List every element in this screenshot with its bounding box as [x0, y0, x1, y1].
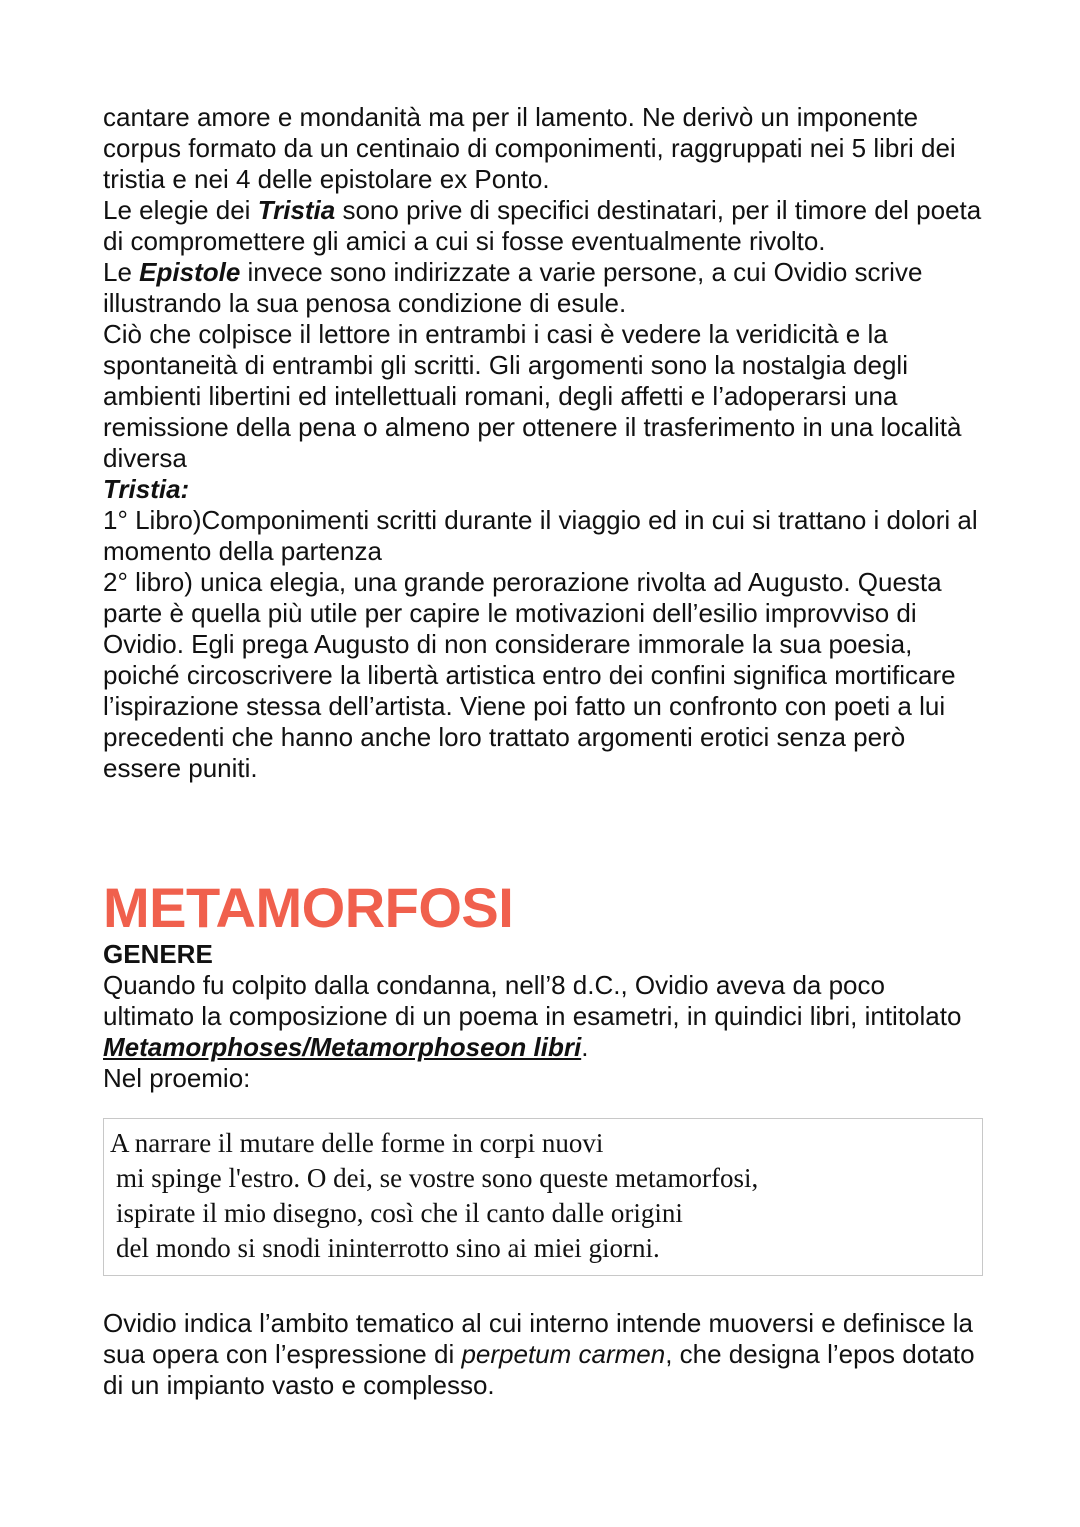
proemio-label: Nel proemio: — [103, 1063, 251, 1093]
quote-line: del mondo si snodi ininterrotto sino ai miei giorni. — [116, 1233, 660, 1263]
tristia-description: Le elegie dei Tristia sono prive di specifici destinatari, per il timore del poeta di compromettere gli amici a cui si fosse eventualmente rivolto. — [103, 195, 982, 256]
quote-line: mi spinge l'estro. O dei, se vostre sono queste metamorfosi, — [116, 1163, 759, 1193]
document-page — [103, 102, 983, 1401]
tristia-book-2: 2° libro) unica elegia, una grande perorazione rivolta ad Augusto. Questa parte è quella più utile per capire le motivazioni dell’esilio improvviso di Ovidio. Egli prega Augusto di non considerare immorale la sua poesia, poiché circoscrivere la libertà artistica entro dei confini significa mortificare l’ispirazione stessa dell’artista. Viene poi fatto un confronto con poeti a lui precedenti che hanno anche loro trattato argomenti erotici senza però essere puniti. — [103, 567, 956, 783]
epistole-description: Le Epistole invece sono indirizzate a varie persone, a cui Ovidio scrive illustrando la sua penosa condizione di esule. — [103, 257, 923, 318]
epistole-term: Epistole — [139, 257, 241, 287]
tristia-book-1: 1° Libro)Componimenti scritti durante il viaggio ed in cui si trattano i dolori al momento della partenza — [103, 505, 978, 566]
metamorphoses-title-link[interactable]: Metamorphoses/Metamorphoseon libri — [103, 1032, 582, 1062]
proemio-quote — [103, 1118, 983, 1276]
tristia-heading: Tristia: — [103, 474, 190, 504]
section-spacer — [103, 784, 983, 877]
intro-paragraph: cantare amore e mondanità ma per il lamento. Ne derivò un imponente corpus formato da un centinaio di componimenti, raggruppati nei 5 libri dei tristia e nei 4 delle epistolare ex Ponto. — [103, 102, 956, 194]
tristia-term: Tristia — [257, 195, 336, 225]
perpetum-carmen-term: perpetum carmen — [461, 1339, 666, 1369]
genere-paragraph: Quando fu colpito dalla condanna, nell’8 d.C., Ovidio aveva da poco ultimato la composizione di un poema in esametri, in quindici libri, intitolato Metamorphoses/Metamorphoseon libri. — [103, 970, 962, 1062]
genere-label: GENERE — [103, 939, 213, 969]
quote-line: A narrare il mutare delle forme in corpi nuovi — [110, 1128, 604, 1158]
argomenti-paragraph: Ciò che colpisce il lettore in entrambi i casi è vedere la veridicità e la spontaneità di entrambi gli scritti. Gli argomenti sono la nostalgia degli ambienti libertini ed intellettuali romani, degli affetti e l’adoperarsi una remissione della pena o almeno per ottenere il trasferimento in una località diversa — [103, 319, 962, 473]
metamorfosi-title: METAMORFOSI — [103, 876, 514, 939]
outro-paragraph: Ovidio indica l’ambito tematico al cui interno intende muoversi e definisce la sua opera con l’espressione di perpetum carmen, che designa l’epos dotato di un impianto vasto e complesso. — [103, 1308, 975, 1400]
quote-line: ispirate il mio disegno, così che il canto dalle origini — [116, 1198, 683, 1228]
